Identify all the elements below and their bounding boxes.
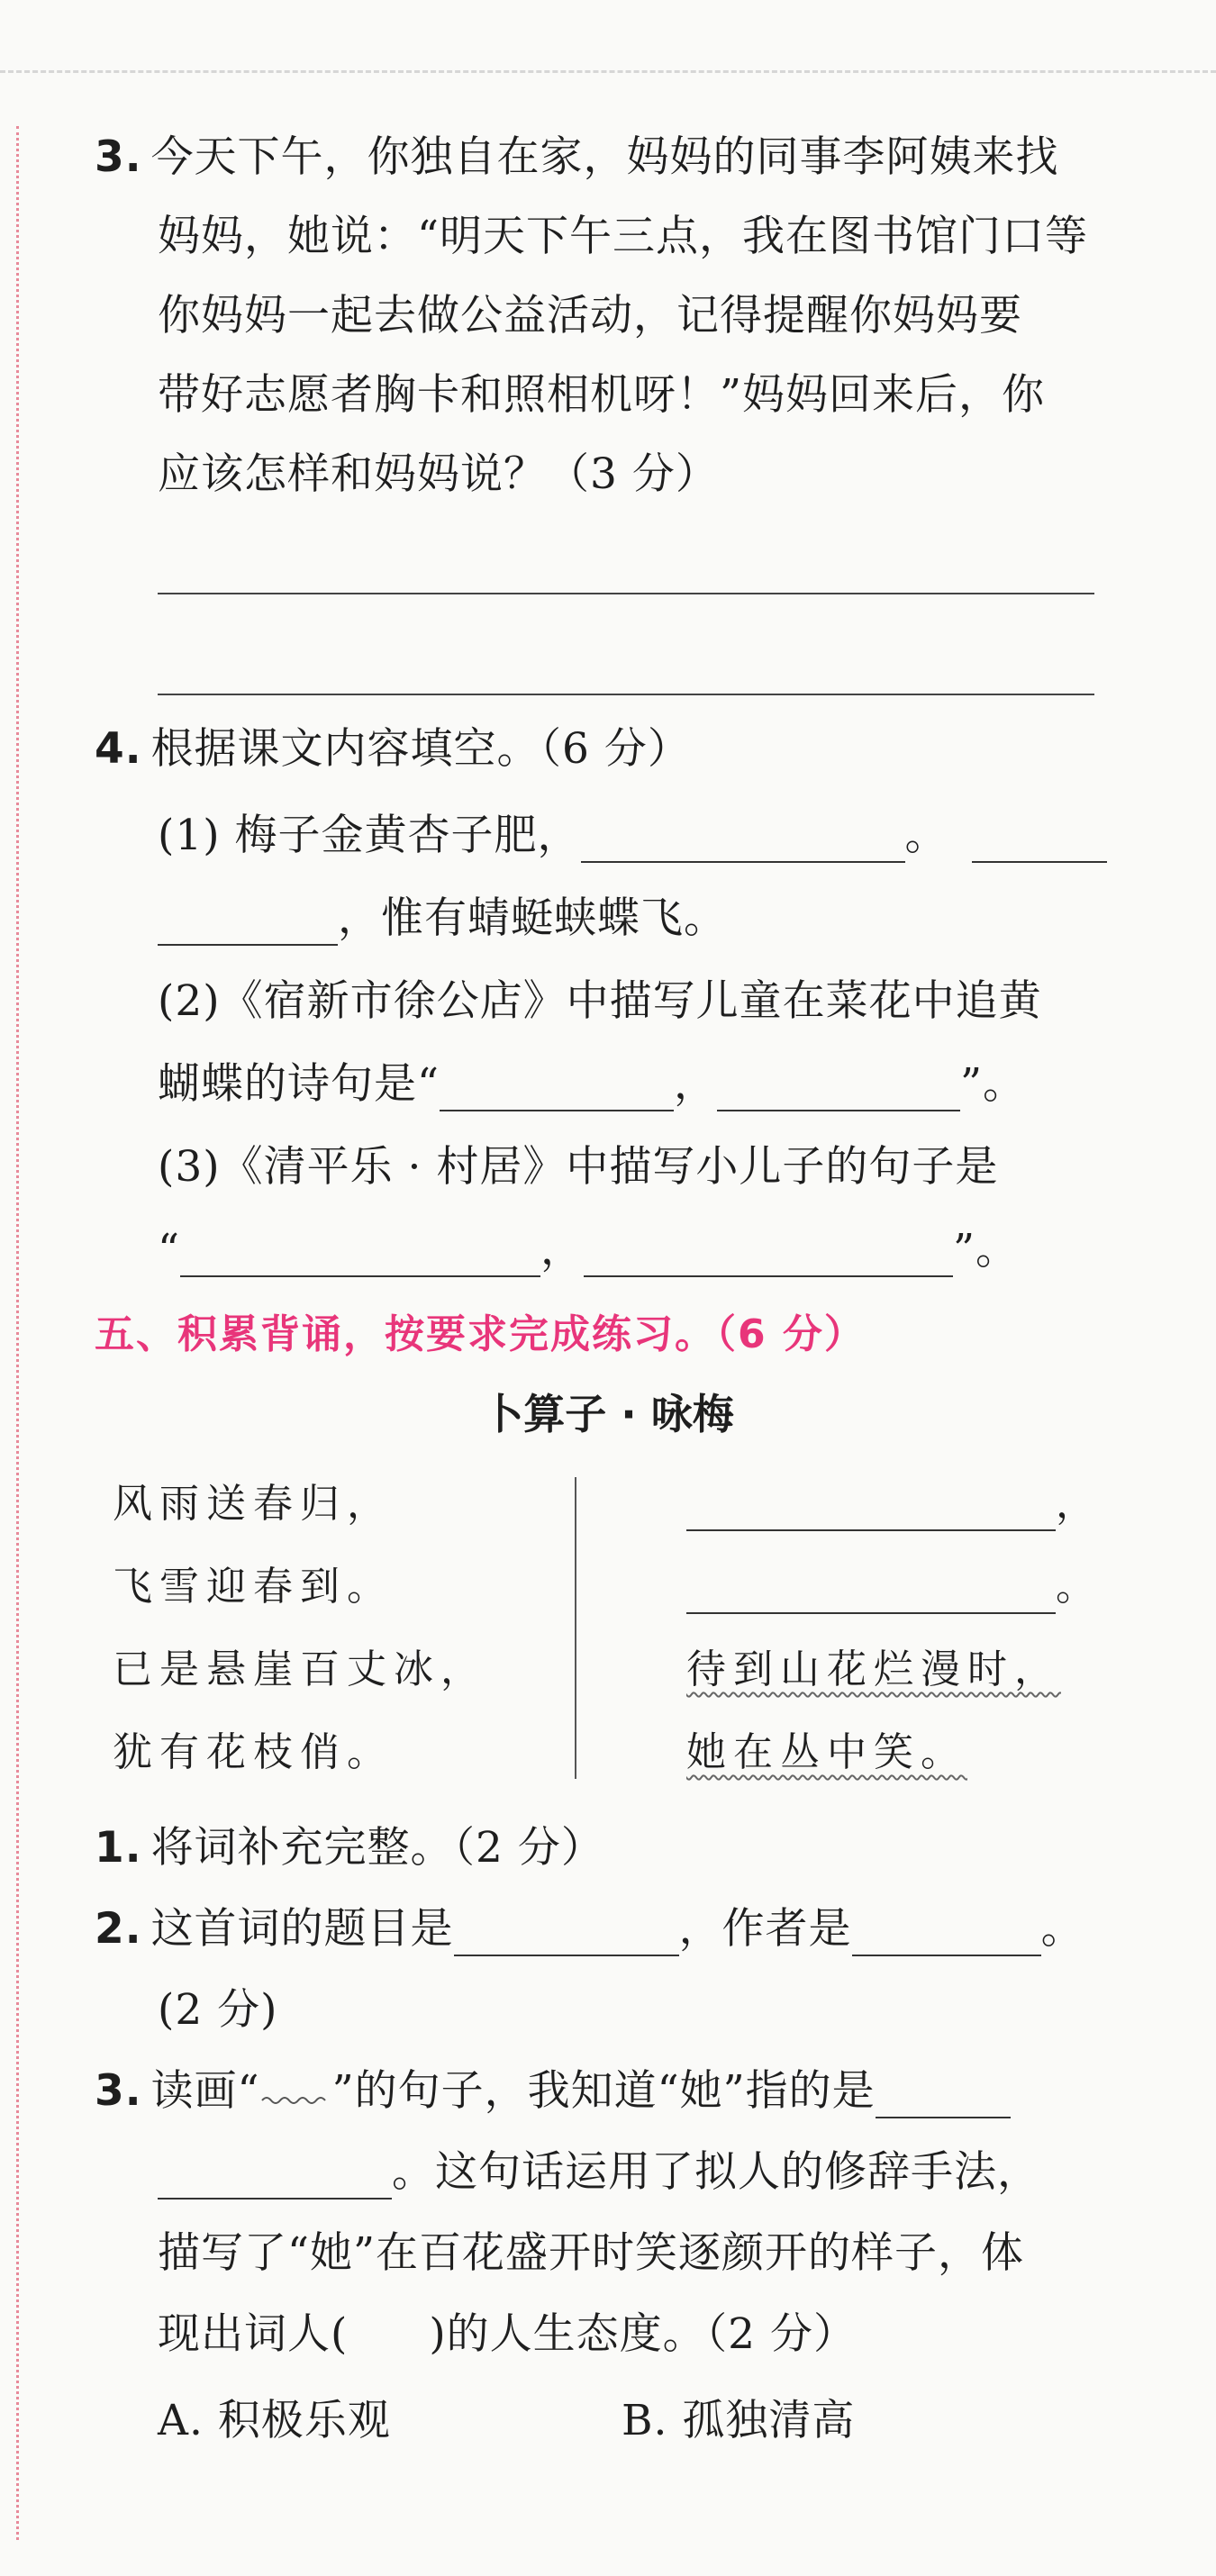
- q4-title-line: [95, 722, 691, 776]
- p3-option-a[interactable]: A. 积极乐观: [158, 2396, 391, 2445]
- poem-right-line-4: [686, 1726, 967, 1780]
- poem-right-line-2: [686, 1560, 1103, 1614]
- q4-s1-blank-2a[interactable]: [972, 821, 1107, 863]
- p3-number: 3.: [95, 2066, 142, 2116]
- poem-divider: [575, 1477, 576, 1779]
- section-5-title: 五、积累背诵，按要求完成练习。（6 分）: [95, 1311, 866, 1357]
- q3-line-5: 应该怎样和妈妈说？（3 分）: [158, 449, 719, 499]
- p3-text-a: 读画“: [150, 2066, 260, 2116]
- q4-s1-line-1: [158, 809, 1107, 863]
- p2-author-blank[interactable]: [852, 1915, 1041, 1956]
- q4-s2-text: 蝴蝶的诗句是“: [158, 1059, 440, 1109]
- poem-blank-2-punct: 。: [1056, 1564, 1103, 1610]
- q4-s2-line-1: (2)《宿新市徐公店》中描写儿童在菜花中追黄: [158, 976, 1042, 1026]
- q4-s2-end: ”。: [960, 1059, 1027, 1109]
- q4-s2-blank-1[interactable]: [440, 1070, 674, 1111]
- q4-s1-text: (1) 梅子金黄杏子肥，: [158, 811, 581, 860]
- p3-line-1: [95, 2064, 1011, 2118]
- p3-line-2: [158, 2145, 1040, 2200]
- p2-title-blank[interactable]: [454, 1915, 679, 1956]
- p2-line: [95, 1902, 1084, 1956]
- p2-text-c: 。: [1040, 1904, 1084, 1954]
- top-dashed-rule: [0, 70, 1216, 73]
- p2-text-a: 这首词的题目是: [150, 1904, 454, 1954]
- p1-text: 将词补充完整。（2 分）: [150, 1823, 604, 1873]
- poem-right-line-3: [686, 1643, 1061, 1697]
- q4-s2-comma: ，: [674, 1059, 718, 1109]
- p3-blank-1a[interactable]: [876, 2077, 1011, 2118]
- p3-option-b[interactable]: B. 孤独清高: [622, 2396, 856, 2445]
- q4-s1-text-2: ，惟有蜻蜓蛱蝶飞。: [338, 893, 727, 943]
- poem-wavy-line-1: 待到山花烂漫时，: [686, 1646, 1061, 1692]
- q4-s1-blank-1[interactable]: [581, 821, 905, 863]
- q4-s3-end: ”。: [953, 1225, 1020, 1274]
- q4-s1-blank-2b[interactable]: [158, 904, 338, 946]
- q3-line-4: 带好志愿者胸卡和照相机呀！”妈妈回来后，你: [158, 370, 1046, 420]
- poem-blank-2[interactable]: [686, 1573, 1056, 1614]
- poem-blank-1-punct: ，: [1056, 1481, 1103, 1527]
- q4-s2-blank-2[interactable]: [717, 1070, 960, 1111]
- q3-text-1: 今天下午，你独自在家，妈妈的同事李阿姨来找: [150, 132, 1059, 182]
- q3-number: 3.: [95, 132, 142, 182]
- poem-left-line-3: 已是悬崖百丈冰，: [113, 1646, 487, 1692]
- q3-answer-line-1[interactable]: [158, 593, 1094, 594]
- p3-line-4: [158, 2308, 857, 2362]
- q4-s3-blank-1[interactable]: [180, 1236, 540, 1277]
- q4-number: 4.: [95, 724, 142, 774]
- poem-left-line-4: 犹有花枝俏。: [113, 1729, 394, 1775]
- p1-number: 1.: [95, 1823, 142, 1873]
- p2-text-b: ，作者是: [678, 1904, 852, 1954]
- poem-wavy-line-2: 她在丛中笑。: [686, 1729, 967, 1775]
- poem-blank-1[interactable]: [686, 1490, 1056, 1531]
- p3-text-4b: )的人生态度。（2 分）: [429, 2309, 858, 2359]
- p3-text-2: 。这句话运用了拟人的修辞手法，: [392, 2147, 1040, 2197]
- poem-title: 卜算子 · 咏梅: [482, 1390, 734, 1438]
- q4-s1-period: 。: [904, 811, 948, 860]
- p2-number: 2.: [95, 1904, 142, 1954]
- q3-answer-line-2[interactable]: [158, 694, 1094, 695]
- poem-left-line-1: 风雨送春归，: [113, 1481, 394, 1527]
- margin-dotted-line: [16, 126, 19, 2540]
- q3-line-3: 你妈妈一起去做公益活动，记得提醒你妈妈要: [158, 291, 1022, 340]
- wavy-underline-icon: [260, 2081, 332, 2108]
- q4-s3-line-1: (3)《清平乐 · 村居》中描写小儿子的句子是: [158, 1142, 999, 1192]
- q4-s3-open-quote: “: [158, 1225, 181, 1274]
- q4-s1-line-2: [158, 892, 727, 946]
- p2-score: (2 分): [158, 1985, 278, 2035]
- p1-line: [95, 1821, 604, 1875]
- p3-line-3: 描写了“她”在百花盛开时笑逐颜开的样子，体: [158, 2228, 1025, 2278]
- p3-blank-1b[interactable]: [158, 2158, 392, 2200]
- poem-left-line-2: 飞雪迎春到。: [113, 1564, 394, 1610]
- p3-text-4a: 现出词人(: [158, 2309, 349, 2359]
- q4-s3-blank-2[interactable]: [584, 1236, 953, 1277]
- q4-title: 根据课文内容填空。（6 分）: [150, 724, 691, 774]
- q4-s3-comma: ，: [540, 1225, 585, 1274]
- q3-line-1: [95, 131, 1059, 185]
- p3-text-b: ”的句子，我知道“她”指的是: [331, 2066, 876, 2116]
- poem-right-line-1: [686, 1477, 1103, 1531]
- q3-line-2: 妈妈，她说：“明天下午三点，我在图书馆门口等: [158, 212, 1089, 261]
- q4-s2-line-2: [158, 1057, 1026, 1111]
- q4-s3-line-2: [158, 1223, 1019, 1277]
